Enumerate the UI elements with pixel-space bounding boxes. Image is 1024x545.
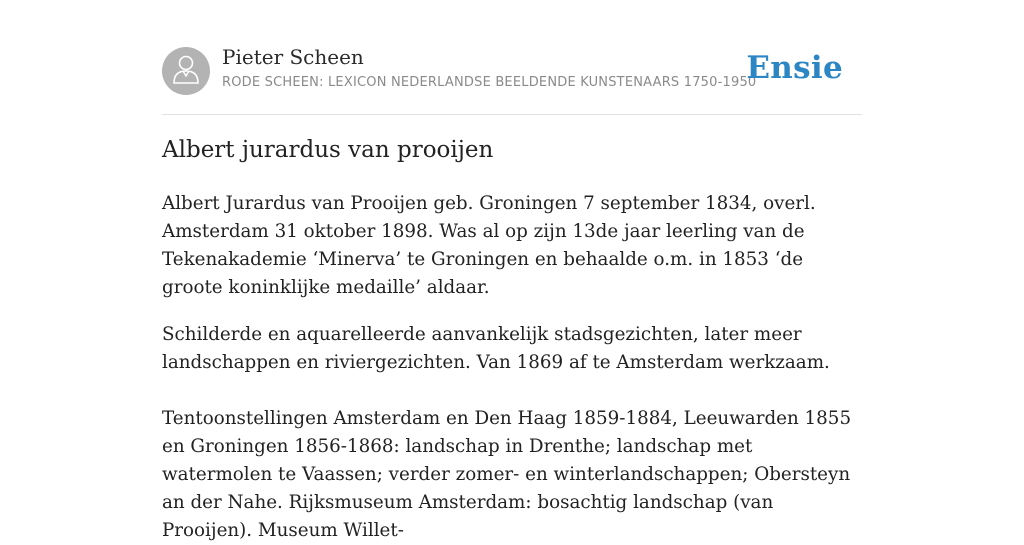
paragraph: Albert Jurardus van Prooijen geb. Groningen 7 september 1834, overl. Amsterdam 31 oktober 1898. Was al op zijn 13de jaar leerling van de Tekenakademie ‘Minerva’ te Groningen en behaalde o.m. in 1853 ‘de groote koninklijke medaille’ aldaar. — [162, 193, 816, 298]
author-name[interactable]: Pieter Scheen — [222, 45, 364, 69]
paragraph: Tentoonstellingen Amsterdam en Den Haag 1859-1884, Leeuwarden 1855 en Groningen 1856-1868: landschap in Drenthe; landschap met watermolen te Vaassen; verder zomer- en winterlandschappen; Obersteyn an der Nahe. Rijksmuseum Amsterdam: bosachtig landschap (van Prooijen). Museum Willet- — [162, 408, 852, 541]
author-avatar[interactable] — [162, 47, 210, 95]
user-icon — [172, 54, 200, 89]
article-title: Albert jurardus van prooijen — [162, 137, 494, 163]
article-header — [162, 44, 862, 115]
article-body — [162, 190, 862, 545]
ensie-logo[interactable]: Ensie — [746, 50, 843, 86]
source-name[interactable]: RODE SCHEEN: LEXICON NEDERLANDSE BEELDENDE KUNSTENAARS 1750-1950 — [222, 75, 757, 90]
paragraph: Schilderde en aquarelleerde aanvankelijk stadsgezichten, later meer landschappen en riviergezichten. Van 1869 af te Amsterdam werkzaam. — [162, 324, 830, 373]
